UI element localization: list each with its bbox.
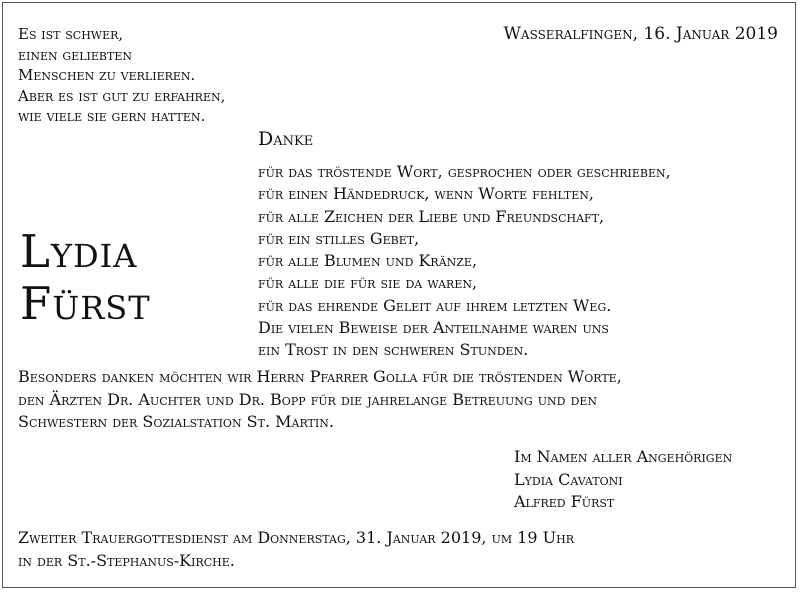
signature-line: Im Namen aller Angehörigen	[514, 447, 733, 466]
motto-line: Aber es ist gut zu erfahren,	[18, 86, 226, 105]
signature-line: Alfred Fürst	[514, 492, 615, 511]
service-line: in der St.-Stephanus-Kirche.	[18, 550, 235, 570]
first-name: Lydia	[20, 225, 138, 278]
signature-line: Lydia Cavatoni	[514, 469, 623, 489]
thanks-list	[258, 161, 671, 362]
signatures	[514, 446, 732, 514]
thanks-line: für alle die für sie da waren,	[258, 273, 478, 293]
motto-line: einen geliebten	[18, 45, 132, 64]
special-thanks	[18, 366, 622, 434]
service-notice	[18, 527, 574, 572]
thanks-line: für einen Händedruck, wenn Worte fehlten,	[258, 184, 594, 204]
thanks-line: ein Trost in den schweren Stunden.	[258, 340, 529, 360]
special-thanks-line: Schwestern der Sozialstation St. Martin.	[18, 412, 334, 431]
service-line: Zweiter Trauergottesdienst am Donnerstag, 31. Januar 2019, um 19 Uhr	[18, 528, 574, 547]
special-thanks-line: Besonders danken möchten wir Herrn Pfarrer Golla für die tröstenden Worte,	[18, 367, 622, 386]
thanks-line: für das ehrende Geleit auf ihrem letzten Weg.	[258, 295, 612, 315]
motto-line: Es ist schwer,	[18, 25, 124, 43]
thanks-line: für alle Blumen und Kränze,	[258, 251, 478, 271]
deceased-name	[20, 226, 151, 330]
thanks-line: für alle Zeichen der Liebe und Freundschaft,	[258, 206, 605, 226]
motto-line: wie viele sie gern hatten.	[18, 107, 206, 125]
thanks-line: Die vielen Beweise der Anteilnahme waren uns	[258, 318, 609, 338]
last-name: Fürst	[20, 277, 151, 330]
motto-quote	[18, 24, 225, 127]
thanks-line: für das tröstende Wort, gesprochen oder geschrieben,	[258, 162, 671, 181]
motto-line: Menschen zu verlieren.	[18, 66, 196, 84]
special-thanks-line: den Ärzten Dr. Auchter und Dr. Bopp für die jahrelange Betreuung und den	[18, 389, 598, 409]
place-date: Wasseralfingen, 16. Januar 2019	[503, 24, 778, 44]
thanks-line: für ein stilles Gebet,	[258, 228, 420, 248]
danke-heading: Danke	[258, 128, 314, 150]
